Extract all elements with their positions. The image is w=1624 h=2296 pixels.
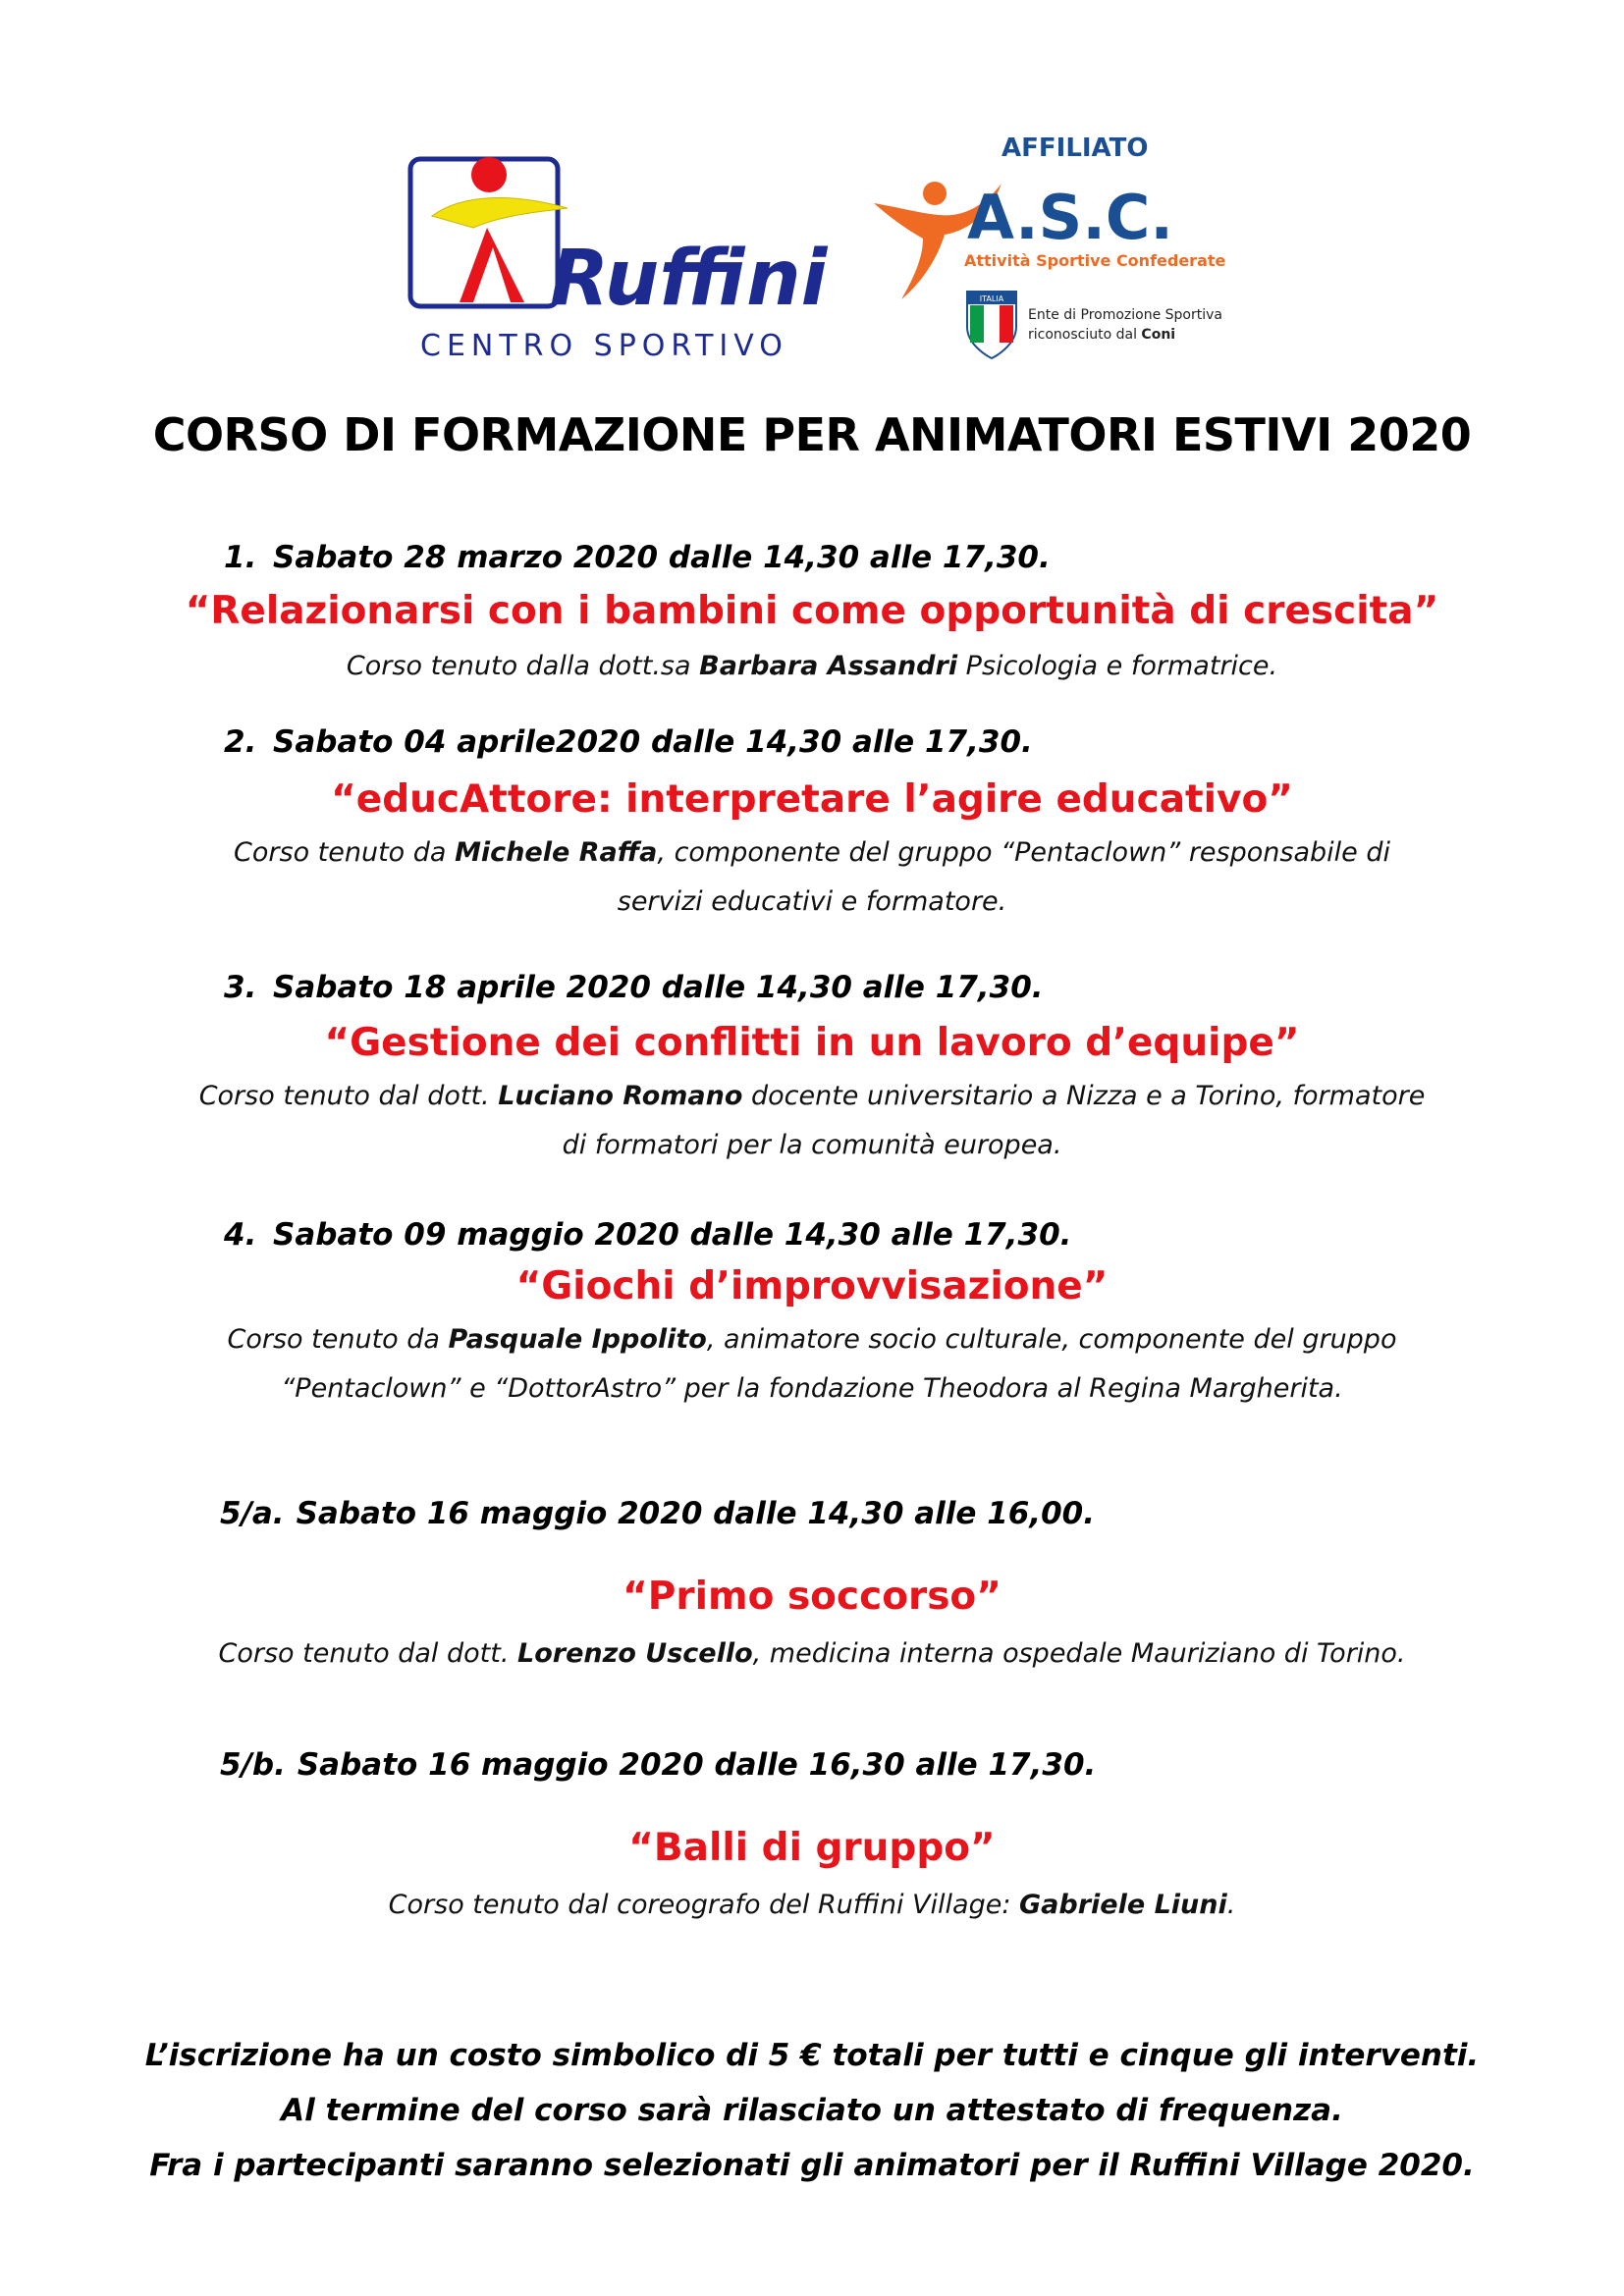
course-date: 1. Sabato 28 marzo 2020 dalle 14,30 alle 17,30. [224, 540, 1051, 575]
course-date: 2. Sabato 04 aprile2020 dalle 14,30 alle 17,30. [224, 724, 1033, 760]
course-topic: “Primo soccorso” [623, 1575, 1001, 1619]
asc-logo [854, 133, 1242, 368]
ruffini-subtitle-text: CENTRO SPORTIVO [420, 329, 788, 363]
course-description: Corso tenuto dal dott. Luciano Romano docente universitario a Nizza e a Torino, formatore di formatori per la comunità europea. [198, 1081, 1426, 1160]
course-date: 5/b. Sabato 16 maggio 2020 dalle 16,30 alle 17,30. [220, 1747, 1097, 1783]
asc-note-line2: riconosciuto dal Coni [1028, 327, 1176, 343]
course-number: 5/b. [220, 1747, 286, 1783]
course-description: Corso tenuto da Michele Raffa, componente del gruppo “Pentaclown” responsabile di servizi educativi e formatore. [234, 837, 1390, 917]
asc-fullname-text: Attività Sportive Confederate [964, 251, 1226, 270]
footer-line-cost: L’iscrizione ha un costo simbolico di 5 € totali per tutti e cinque gli interventi. [144, 2038, 1480, 2073]
course-topic: “Relazionarsi con i bambini come opportunità di crescita” [185, 589, 1439, 633]
ruffini-brand-text: Ruffini [550, 235, 828, 323]
italia-flag-label: ITALIA [979, 294, 1004, 303]
page-title: CORSO DI FORMAZIONE PER ANIMATORI ESTIVI 2020 [152, 408, 1472, 461]
ruffini-logo [403, 137, 839, 373]
course-topic: “educAttore: interpretare l’agire educativo” [331, 777, 1293, 822]
course-description: Corso tenuto da Pasquale Ippolito, animatore socio culturale, componente del gruppo “Pentaclown” e “DottorAstro” per la fondazione Theodora al Regina Margherita. [227, 1324, 1397, 1404]
enrollment-notes [0, 2028, 1624, 2193]
asc-name-text: A.S.C. [967, 182, 1173, 253]
course-number: 1. [224, 540, 257, 575]
course-number: 5/a. [220, 1496, 285, 1531]
course-description: Corso tenuto dal coreografo del Ruffini Village: Gabriele Liuni. [388, 1890, 1236, 1920]
course-date: 4. Sabato 09 maggio 2020 dalle 14,30 alle 17,30. [224, 1217, 1072, 1253]
course-number: 2. [224, 724, 257, 760]
course-number: 3. [224, 970, 257, 1005]
asc-affiliation-text: AFFILIATO [1001, 133, 1149, 163]
course-topic: “Gestione dei conflitti in un lavoro d’equipe” [324, 1021, 1300, 1065]
course-topic: “Balli di gruppo” [628, 1826, 996, 1870]
course-date: 3. Sabato 18 aprile 2020 dalle 14,30 alle 17,30. [224, 970, 1044, 1005]
course-description: Corso tenuto dal dott. Lorenzo Uscello, medicina interna ospedale Mauriziano di Torino. [218, 1638, 1406, 1669]
italia-shield-icon [967, 292, 1016, 358]
course-description: Corso tenuto dalla dott.sa Barbara Assandri Psicologia e formatrice. [346, 651, 1278, 681]
course-date: 5/a. Sabato 16 maggio 2020 dalle 14,30 alle 16,00. [220, 1496, 1096, 1531]
course-number: 4. [224, 1217, 257, 1253]
course-topic: “Giochi d’improvvisazione” [515, 1264, 1109, 1308]
footer-line-selection: Fra i partecipanti saranno selezionati gli animatori per il Ruffini Village 2020. [149, 2148, 1475, 2183]
logo-header [0, 0, 1624, 373]
footer-line-certificate: Al termine del corso sarà rilasciato un attestato di frequenza. [281, 2093, 1343, 2128]
asc-note-line1: Ente di Promozione Sportiva [1028, 307, 1222, 323]
